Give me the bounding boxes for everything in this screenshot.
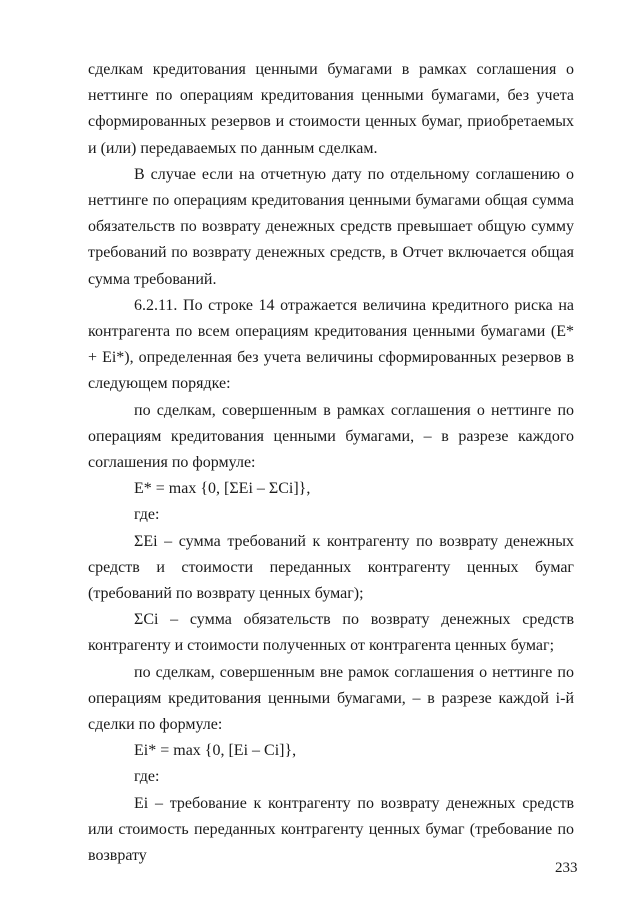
formula-ei-star: Ei* = max {0, [Ei – Ci]},: [134, 742, 297, 760]
formula-e-star: E* = max {0, [ΣEi – ΣCi]},: [134, 480, 311, 498]
paragraph-obligations-exceed: В случае если на отчетную дату по отдельному соглашению о неттинге по операциям кредитования ценными бумагами общая сумма обязательств по возврату денежных средств превышает общую сумму требований по возврату денежных средств, в Отчет включается общая сумма требований.: [88, 165, 574, 288]
paragraph-netting-continuation: сделкам кредитования ценными бумагами в рамках соглашения о неттинге по операциям кредитования ценными бумагами, без учета сформированных резервов и стоимости ценных бумаг, приобретаемых и (или) передаваемых по данным сделкам.: [88, 61, 574, 157]
document-body: [88, 57, 574, 869]
definition-ei: Ei – требование к контрагенту по возврату денежных средств или стоимость переданных контрагенту ценных бумаг (требование по возврату: [88, 794, 574, 865]
definition-sum-ei: ΣEi – сумма требований к контрагенту по возврату денежных средств и стоимости переданных контрагенту ценных бумаг (требований по возврату ценных бумаг);: [88, 532, 574, 603]
paragraph-6-2-11: 6.2.11. По строке 14 отражается величина кредитного риска на контрагента по всем операциям кредитования ценными бумагами (E* + Ei*), определенная без учета величины сформированных резервов в следующем порядке:: [88, 296, 574, 393]
where-label-1: где:: [134, 506, 160, 524]
paragraph-within-netting: по сделкам, совершенным в рамках соглашения о неттинге по операциям кредитования ценными бумагами, – в разрезе каждого соглашения по формуле:: [88, 401, 574, 472]
definition-sum-ci: ΣCi – сумма обязательств по возврату денежных средств контрагенту и стоимости полученных от контрагента ценных бумаг;: [88, 611, 574, 655]
where-label-2: где:: [134, 768, 160, 786]
page-number: 233: [555, 860, 578, 876]
paragraph-outside-netting: по сделкам, совершенным вне рамок соглашения о неттинге по операциям кредитования ценными бумагами, – в разрезе каждой i-й сделки по формуле:: [88, 663, 574, 734]
